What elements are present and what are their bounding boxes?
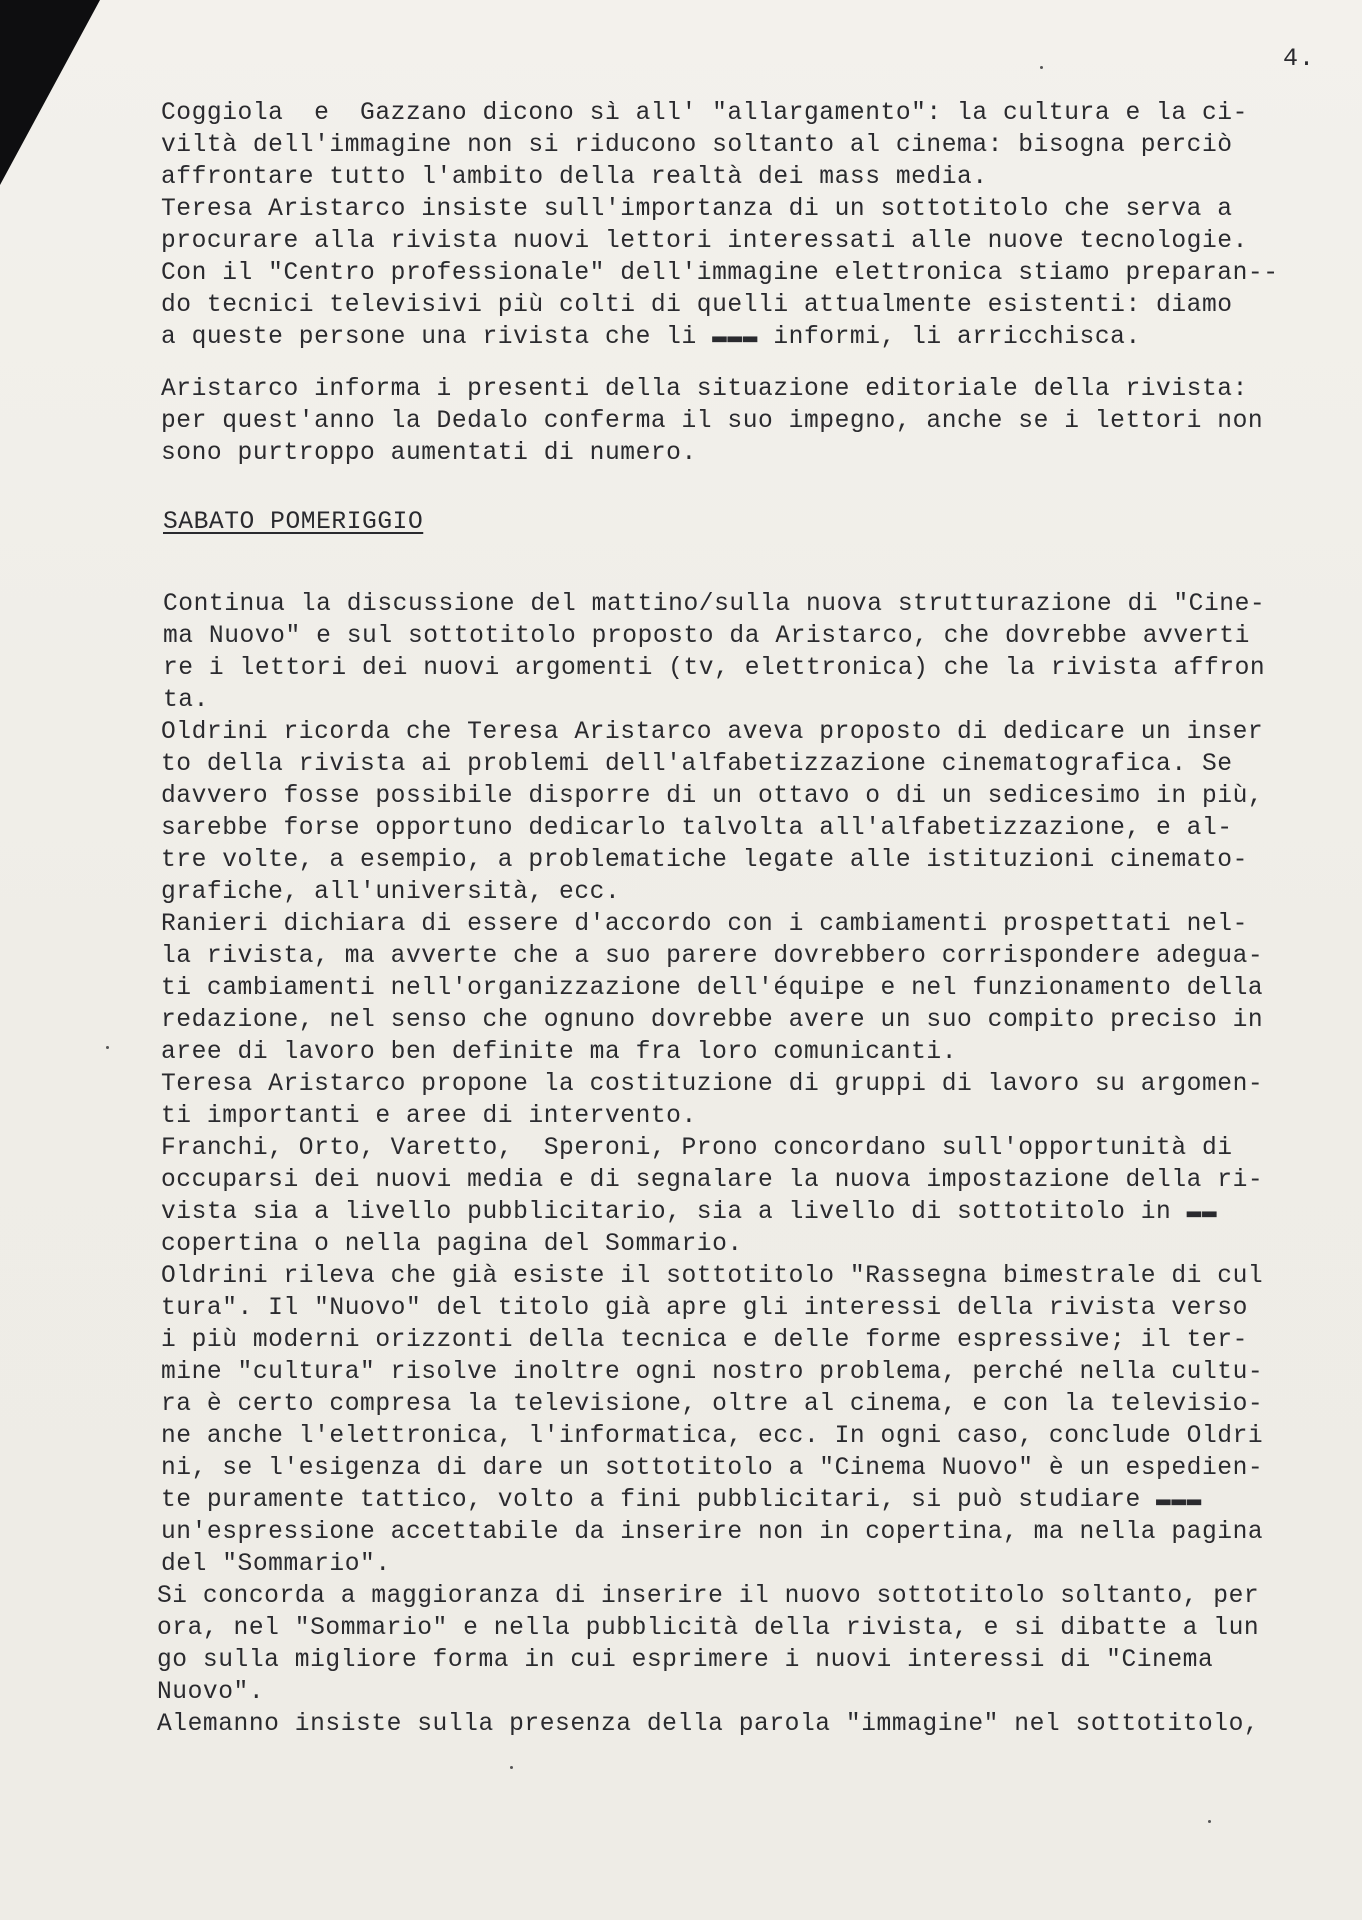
text-line: Si concorda a maggioranza di inserire il nuovo sottotitolo soltanto, per (157, 1583, 1260, 1610)
text-line: ora, nel "Sommario" e nella pubblicità della rivista, e si dibatte a lun (157, 1615, 1260, 1642)
text-line: Coggiola e Gazzano dicono sì all' "allargamento": la cultura e la ci- (161, 100, 1248, 127)
text-line: Teresa Aristarco propone la costituzione di gruppi di lavoro su argomen- (161, 1071, 1264, 1098)
text-line: Nuovo". (157, 1679, 265, 1706)
scan-speck (106, 1046, 109, 1049)
text-line: aree di lavoro ben definite ma fra loro comunicanti. (161, 1039, 958, 1066)
scan-speck (1040, 66, 1043, 69)
scan-speck (510, 1766, 513, 1769)
text-line: Oldrini rileva che già esiste il sottotitolo "Rassegna bimestrale di cul (161, 1263, 1264, 1290)
text-line: ra è certo compresa la televisione, oltre al cinema, e con la televisio- (161, 1391, 1264, 1418)
text-line: redazione, nel senso che ognuno dovrebbe avere un suo compito preciso in (161, 1007, 1264, 1034)
text-line: te puramente tattico, volto a fini pubblicitari, si può studiare ▬▬▬ (161, 1487, 1202, 1514)
text-line: a queste persone una rivista che li ▬▬▬ informi, li arricchisca. (161, 324, 1141, 351)
text-line: la rivista, ma avverte che a suo parere dovrebbero corrispondere adegua- (161, 943, 1264, 970)
text-line: sono purtroppo aumentati di numero. (161, 440, 697, 467)
text-line: occuparsi dei nuovi media e di segnalare la nuova impostazione della ri- (161, 1167, 1264, 1194)
text-line: i più moderni orizzonti della tecnica e delle forme espressive; il ter- (161, 1327, 1248, 1354)
scan-speck (1208, 1820, 1211, 1823)
text-line: mine "cultura" risolve inoltre ogni nostro problema, perché nella cultu- (161, 1359, 1264, 1386)
text-line: ne anche l'elettronica, l'informatica, ecc. In ogni caso, conclude Oldri (161, 1423, 1264, 1450)
text-line: sarebbe forse opportuno dedicarlo talvolta all'alfabetizzazione, e al- (161, 815, 1233, 842)
text-line: do tecnici televisivi più colti di quelli attualmente esistenti: diamo (161, 292, 1233, 319)
text-line: ni, se l'esigenza di dare un sottotitolo a "Cinema Nuovo" è un espedien- (161, 1455, 1264, 1482)
text-line: davvero fosse possibile disporre di un ottavo o di un sedicesimo in più, (161, 783, 1264, 810)
text-line: ti cambiamenti nell'organizzazione dell'équipe e nel funzionamento della (161, 975, 1264, 1002)
text-line: to della rivista ai problemi dell'alfabetizzazione cinematografica. Se (161, 751, 1233, 778)
text-line: Ranieri dichiara di essere d'accordo con i cambiamenti prospettati nel- (161, 911, 1248, 938)
text-line: ma Nuovo" e sul sottotitolo proposto da Aristarco, che dovrebbe avverti (163, 623, 1250, 650)
text-line: copertina o nella pagina del Sommario. (161, 1231, 743, 1258)
text-line: tre volte, a esempio, a problematiche legate alle istituzioni cinemato- (161, 847, 1248, 874)
text-line: un'espressione accettabile da inserire non in copertina, ma nella pagina (161, 1519, 1264, 1546)
text-line: ta. (163, 687, 209, 714)
text-line: go sulla migliore forma in cui esprimere i nuovi interessi di "Cinema (157, 1647, 1214, 1674)
text-line: procurare alla rivista nuovi lettori interessati alle nuove tecnologie. (161, 228, 1248, 255)
section-heading: SABATO POMERIGGIO (163, 509, 424, 536)
text-line: Aristarco informa i presenti della situazione editoriale della rivista: (161, 376, 1248, 403)
text-line: per quest'anno la Dedalo conferma il suo impegno, anche se i lettori non (161, 408, 1264, 435)
text-line: Alemanno insiste sulla presenza della parola "immagine" nel sottotitolo, (157, 1711, 1260, 1738)
text-line: Con il "Centro professionale" dell'immagine elettronica stiamo preparan-- (161, 260, 1279, 287)
text-line: re i lettori dei nuovi argomenti (tv, elettronica) che la rivista affron (163, 655, 1266, 682)
text-line: ti importanti e aree di intervento. (161, 1103, 697, 1130)
text-line: vista sia a livello pubblicitario, sia a livello di sottotitolo in ▬▬ (161, 1199, 1218, 1226)
text-line: Franchi, Orto, Varetto, Speroni, Prono concordano sull'opportunità di (161, 1135, 1233, 1162)
text-line: del "Sommario". (161, 1551, 391, 1578)
page-number: 4. (1283, 44, 1316, 73)
text-line: grafiche, all'università, ecc. (161, 879, 621, 906)
text-line: Continua la discussione del mattino/sulla nuova strutturazione di "Cine- (163, 591, 1266, 618)
text-line: affrontare tutto l'ambito della realtà dei mass media. (161, 164, 988, 191)
text-line: Oldrini ricorda che Teresa Aristarco aveva proposto di dedicare un inser (161, 719, 1264, 746)
text-line: tura". Il "Nuovo" del titolo già apre gli interessi della rivista verso (161, 1295, 1248, 1322)
text-line: Teresa Aristarco insiste sull'importanza di un sottotitolo che serva a (161, 196, 1233, 223)
text-line: viltà dell'immagine non si riducono soltanto al cinema: bisogna perciò (161, 132, 1233, 159)
